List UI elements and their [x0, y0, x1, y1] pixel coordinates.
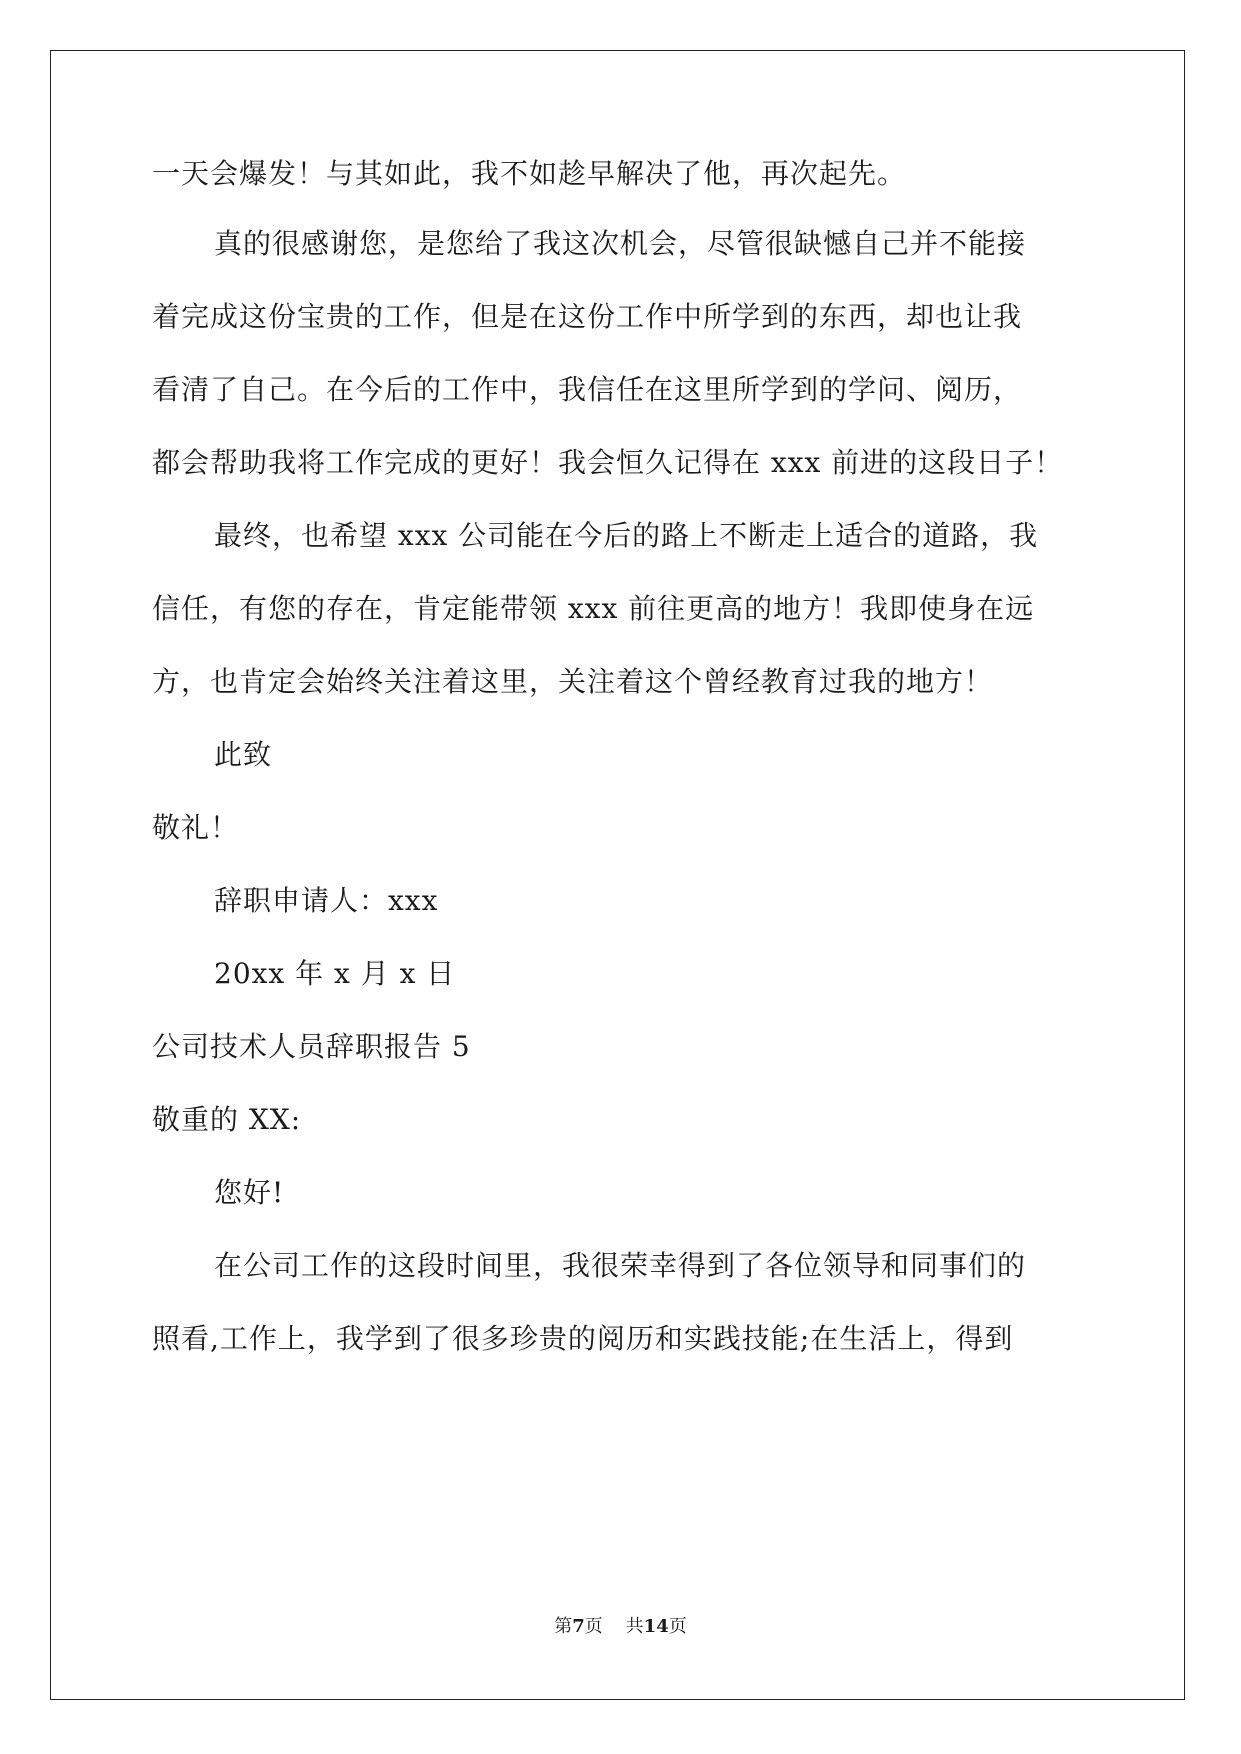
greeting: 您好! — [214, 1176, 285, 1209]
date-line: 20xx 年 x 月 x 日 — [214, 957, 456, 990]
total-prefix: 共 — [625, 1616, 644, 1637]
text-line: 照看,工作上，我学到了很多珍贵的阅历和实践技能;在生活上，得到 — [152, 1322, 1014, 1355]
page-footer — [0, 1615, 1241, 1639]
text-line: 都会帮助我将工作完成的更好！我会恒久记得在 xxx 前进的这段日子！ — [152, 446, 1064, 479]
closing-regards: 敬礼！ — [152, 811, 240, 844]
paragraph-start: 在公司工作的这段时间里，我很荣幸得到了各位领导和同事们的 — [214, 1249, 1027, 1282]
page-border — [50, 50, 1185, 1700]
closing-salutation: 此致 — [214, 738, 273, 771]
total-pages: 14 — [643, 1616, 669, 1637]
text-line: 一天会爆发！与其如此，我不如趁早解决了他，再次起先。 — [152, 157, 907, 190]
page-number: 7 — [572, 1616, 585, 1637]
text-line: 信任，有您的存在，肯定能带领 xxx 前往更高的地方！我即使身在远 — [152, 592, 1035, 625]
paragraph-start: 最终，也希望 xxx 公司能在今后的路上不断走上适合的道路，我 — [214, 519, 1039, 552]
page-prefix: 第 — [554, 1616, 573, 1637]
text-line: 看清了自己。在今后的工作中，我信任在这里所学到的学问、阅历， — [152, 373, 1023, 406]
section-title: 公司技术人员辞职报告 5 — [152, 1030, 471, 1063]
salutation: 敬重的 XX: — [152, 1103, 302, 1136]
total-suffix: 页 — [668, 1616, 687, 1637]
paragraph-start: 真的很感谢您，是您给了我这次机会，尽管很缺憾自己并不能接 — [214, 227, 1027, 260]
page-suffix: 页 — [584, 1616, 603, 1637]
text-line: 方，也肯定会始终关注着这里，关注着这个曾经教育过我的地方！ — [152, 665, 994, 698]
signature-line: 辞职申请人：xxx — [214, 884, 439, 917]
text-line: 着完成这份宝贵的工作，但是在这份工作中所学到的东西，却也让我 — [152, 300, 1023, 333]
